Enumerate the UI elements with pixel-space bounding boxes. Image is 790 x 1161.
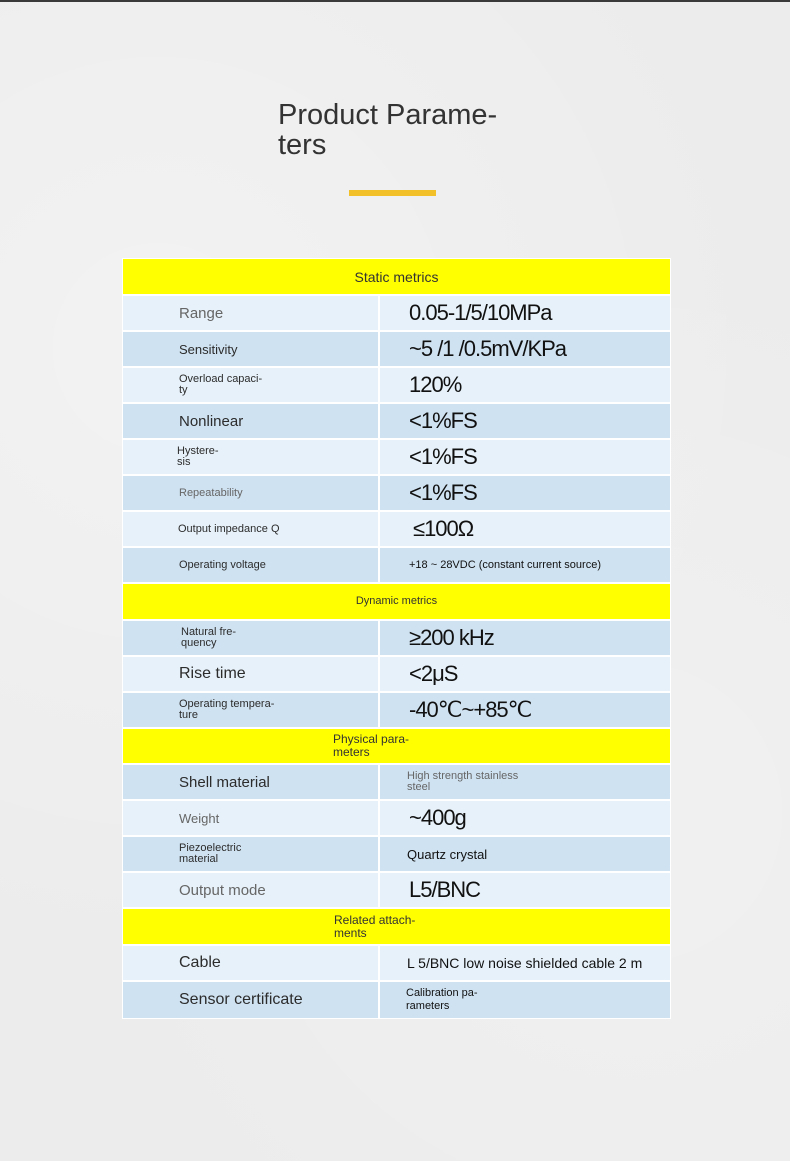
title-accent-bar <box>349 190 436 196</box>
param-label: Range <box>123 296 380 330</box>
param-value: <1%FS <box>409 444 477 469</box>
param-value: High strength stainless steel <box>407 770 519 793</box>
section-title: Physical para- meters <box>333 732 410 759</box>
param-value: -40℃~+85℃ <box>409 697 532 722</box>
table-row <box>123 946 670 982</box>
param-label: Weight <box>123 801 380 835</box>
param-value: ~400g <box>409 805 466 830</box>
section-header-physical <box>123 729 670 765</box>
table-row <box>123 548 670 584</box>
param-value: +18 ~ 28VDC (constant current source) <box>409 558 601 571</box>
section-header-dynamic <box>123 584 670 621</box>
table-row <box>123 657 670 693</box>
table-row <box>123 693 670 729</box>
param-label: Output impedance Q <box>123 512 380 546</box>
param-label: Shell material <box>123 765 380 799</box>
table-row <box>123 404 670 440</box>
param-label: Hystere- sis <box>123 440 380 474</box>
param-label: Rise time <box>123 657 380 691</box>
param-label: Nonlinear <box>123 404 380 438</box>
param-label: Overload capaci- ty <box>123 368 380 402</box>
table-row <box>123 873 670 909</box>
param-label: Operating tempera- ture <box>123 693 380 727</box>
section-header-attachments <box>123 909 670 946</box>
param-value: Quartz crystal <box>407 846 488 862</box>
table-row <box>123 621 670 657</box>
param-label: Sensor certificate <box>123 982 380 1018</box>
section-title: Related attach- ments <box>334 912 416 940</box>
param-label: Piezoelectric material <box>123 837 380 871</box>
table-row <box>123 512 670 548</box>
table-row <box>123 801 670 837</box>
param-value: 120% <box>409 372 462 397</box>
param-value: L 5/BNC low noise shielded cable 2 m <box>407 955 643 971</box>
param-value: <2μS <box>409 661 458 686</box>
param-value: L5/BNC <box>409 877 481 902</box>
param-label: Operating voltage <box>123 548 380 582</box>
param-label: Output mode <box>123 873 380 907</box>
table-row <box>123 837 670 873</box>
table-row <box>123 440 670 476</box>
param-label: Natural fre- quency <box>123 621 380 655</box>
section-title: Static metrics <box>354 268 439 285</box>
param-label: Cable <box>123 946 380 980</box>
section-header-static <box>123 259 670 296</box>
table-row <box>123 982 670 1018</box>
table-row <box>123 368 670 404</box>
param-value: <1%FS <box>409 408 477 433</box>
param-value: 0.05-1/5/10MPa <box>409 300 552 325</box>
table-row <box>123 332 670 368</box>
table-row <box>123 765 670 801</box>
section-title: Dynamic metrics <box>355 595 438 607</box>
param-value: Calibration pa- rameters <box>406 987 478 1012</box>
param-label: Repeatability <box>123 476 380 510</box>
parameters-table <box>122 258 671 1019</box>
top-border-line <box>0 0 790 2</box>
param-label: Sensitivity <box>123 332 380 366</box>
table-row <box>123 476 670 512</box>
page-title: Product Parame- ters <box>278 99 498 161</box>
table-row <box>123 296 670 332</box>
param-value: ≥200 kHz <box>409 625 494 650</box>
param-value: ≤100Ω <box>413 516 474 541</box>
param-value: ~5 /1 /0.5mV/KPa <box>409 336 567 361</box>
param-value: <1%FS <box>409 480 477 505</box>
